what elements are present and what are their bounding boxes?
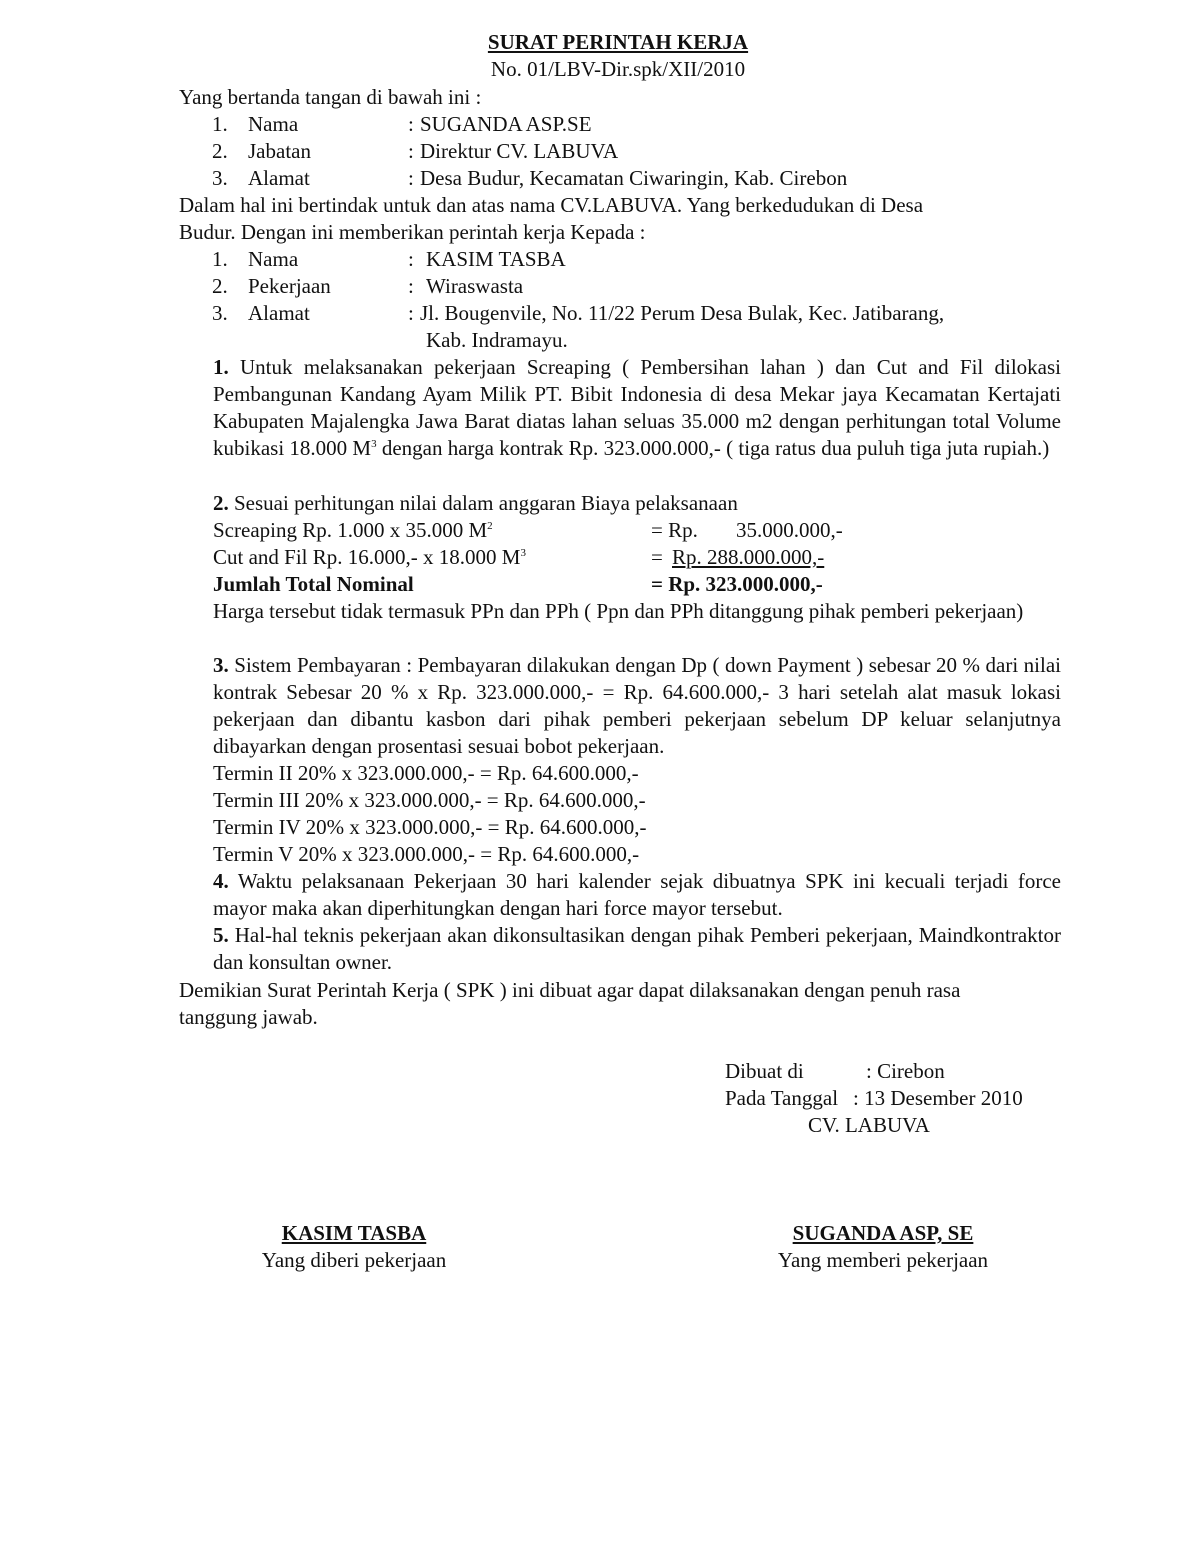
superscript: 3: [371, 437, 377, 450]
date-label: Pada Tanggal: [725, 1086, 839, 1110]
party1-value: Direktur CV. LABUVA: [420, 139, 619, 163]
calc-amount: Rp. 288.000.000,-: [672, 545, 825, 569]
party1-sep: :: [408, 139, 414, 163]
term-row: Termin II 20% x 323.000.000,- = Rp. 64.600.000,-: [213, 761, 639, 785]
party1-value: Desa Budur, Kecamatan Ciwaringin, Kab. Cirebon: [420, 166, 848, 190]
date-value: : 13 Desember 2010: [853, 1086, 1023, 1110]
party1-row-name: [0, 111, 1200, 138]
party2-value: Jl. Bougenvile, No. 11/22 Perum Desa Bulak, Kec. Jatibarang,: [420, 301, 945, 325]
calc-row-total: [0, 571, 1200, 598]
party2-row-job: [0, 273, 1200, 300]
calc-row-cut-fill: [0, 544, 1200, 571]
place-value: : Cirebon: [866, 1059, 945, 1083]
point-4: [213, 868, 1061, 922]
behalf-line-1: Dalam hal ini bertindak untuk dan atas nama CV.LABUVA. Yang berkedudukan di Desa: [179, 193, 924, 217]
point-number: 3.: [213, 653, 229, 677]
intro-text: Yang bertanda tangan di bawah ini :: [179, 85, 482, 109]
date-row: [0, 1085, 1200, 1112]
party1-row-position: [0, 138, 1200, 165]
party2-label: Nama: [248, 247, 299, 271]
total-value: = Rp. 323.000.000,-: [651, 572, 823, 596]
superscript: 2: [487, 520, 493, 532]
party1-value: SUGANDA ASP.SE: [420, 112, 592, 136]
closing-line-1: Demikian Surat Perintah Kerja ( SPK ) ini dibuat agar dapat dilaksanakan dengan penuh rasa: [179, 978, 961, 1002]
point-2-text: Sesuai perhitungan nilai dalam anggaran Biaya pelaksanaan: [234, 491, 738, 515]
party2-label: Alamat: [248, 301, 310, 325]
term-row: Termin IV 20% x 323.000.000,- = Rp. 64.600.000,-: [213, 815, 647, 839]
party2-value: KASIM TASBA: [426, 247, 566, 271]
point-4-text: Waktu pelaksanaan Pekerjaan 30 hari kalender sejak dibuatnya SPK ini kecuali terjadi force mayor maka akan diperhitungkan dengan hari force mayor tersebut.: [213, 869, 1061, 920]
point-5: [213, 922, 1061, 976]
point-3-text: Sistem Pembayaran : Pembayaran dilakukan dengan Dp ( down Payment ) sebesar 20 % dari nilai kontrak Sebesar 20 % x Rp. 323.000.000,- = Rp. 64.600.000,- 3 hari setelah alat masuk lokasi pekerjaan dan dibantu kasbon dari pihak pemberi pekerjaan sebelum DP keluar selanjutnya dibayarkan dengan prosentasi sesuai bobot pekerjaan.: [213, 653, 1061, 758]
signature-left-name: KASIM TASBA: [281, 1221, 427, 1245]
point-5-text: Hal-hal teknis pekerjaan akan dikonsultasikan dengan pihak Pemberi pekerjaan, Maindkontraktor dan konsultan owner.: [213, 923, 1062, 974]
party2-label: Pekerjaan: [248, 274, 331, 298]
point-number: 4.: [213, 869, 229, 893]
company-name: CV. LABUVA: [808, 1113, 930, 1137]
party1-num: 1.: [212, 112, 228, 136]
tax-note: Harga tersebut tidak termasuk PPn dan PPh ( Ppn dan PPh ditanggung pihak pemberi pekerjaan): [213, 599, 1024, 623]
document-title: SURAT PERINTAH KERJA: [487, 30, 749, 54]
closing-line-2: tanggung jawab.: [179, 1005, 318, 1029]
calc-amount: 35.000.000,-: [736, 518, 843, 542]
party1-row-address: [0, 165, 1200, 192]
point-number: 1.: [213, 355, 229, 379]
point-number: 2.: [213, 491, 229, 515]
party2-value: Wiraswasta: [426, 274, 524, 298]
party2-sep: :: [408, 301, 414, 325]
party2-num: 1.: [212, 247, 228, 271]
point-2: [213, 490, 738, 517]
point-1-text-cont: dengan harga kontrak Rp. 323.000.000,- ( tiga ratus dua puluh tiga juta rupiah.): [376, 435, 1050, 460]
party1-sep: :: [408, 112, 414, 136]
point-1: [213, 354, 1061, 489]
behalf-line-2: Budur. Dengan ini memberikan perintah kerja Kepada :: [179, 220, 646, 244]
point-number: 5.: [213, 923, 229, 947]
calc-eq: =: [651, 545, 663, 569]
signature-right-name: SUGANDA ASP, SE: [792, 1221, 974, 1245]
party2-num: 2.: [212, 274, 228, 298]
total-label: Jumlah Total Nominal: [213, 572, 414, 596]
calc-left: Cut and Fil Rp. 16.000,- x 18.000 $M^3$: [213, 545, 526, 569]
party2-row-name: [0, 246, 1200, 273]
party1-sep: :: [408, 166, 414, 190]
document-number: No. 01/LBV-Dir.spk/XII/2010: [490, 57, 746, 81]
party1-label: Nama: [248, 112, 299, 136]
superscript: 3: [520, 547, 526, 559]
calc-row-screaping: [0, 517, 1200, 544]
signature-right-role: Yang memberi pekerjaan: [777, 1248, 989, 1272]
place-label: Dibuat di: [725, 1059, 804, 1083]
point-3: [213, 652, 1061, 760]
term-row: Termin V 20% x 323.000.000,- = Rp. 64.600.000,-: [213, 842, 640, 866]
party1-label: Alamat: [248, 166, 310, 190]
place-row: [0, 1058, 1200, 1085]
party1-label: Jabatan: [248, 139, 311, 163]
calc-left: Screaping Rp. 1.000 x 35.000 $M^2$: [213, 518, 493, 542]
signature-left-role: Yang diberi pekerjaan: [261, 1248, 447, 1272]
term-row: Termin III 20% x 323.000.000,- = Rp. 64.600.000,-: [213, 788, 646, 812]
point-1-text: Untuk melaksanakan pekerjaan Screaping ( Pembersihan lahan ) dan Cut and Fil dilokasi Pembangunan Kandang Ayam Milik PT. Bibit Indonesia di desa Mekar jaya Kecamatan Kertajati Kabupaten Majalengka Jawa Barat diatas lahan seluas 35.000 m2 dengan perhitungan total Volume kubikasi 18.000 M: [213, 355, 1061, 460]
party2-address-continuation: Kab. Indramayu.: [426, 328, 568, 352]
party2-sep: :: [408, 247, 414, 271]
party1-num: 3.: [212, 166, 228, 190]
party1-num: 2.: [212, 139, 228, 163]
party2-num: 3.: [212, 301, 228, 325]
party2-row-address: [0, 300, 1200, 327]
calc-eq: = Rp.: [651, 518, 698, 542]
party2-sep: :: [408, 274, 414, 298]
